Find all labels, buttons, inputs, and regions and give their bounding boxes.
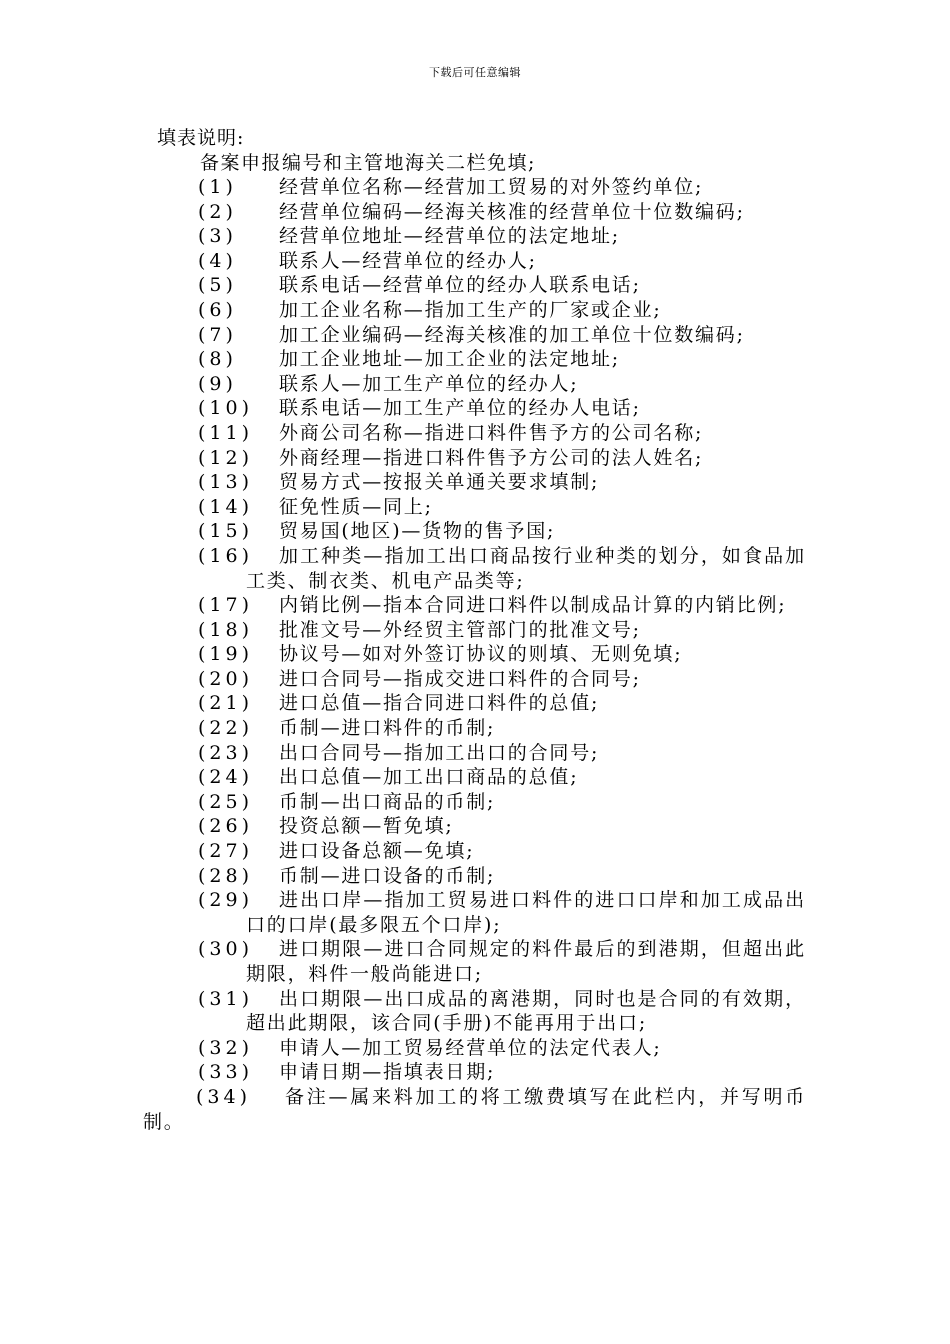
- item-text: 出口总值—加工出口商品的总值;: [279, 766, 579, 789]
- instruction-item: [0, 175, 950, 200]
- item-text: 协议号—如对外签订协议的则填、无则免填;: [279, 643, 683, 666]
- instruction-item: [0, 446, 950, 471]
- item-text: 进口总值—指合同进口料件的总值;: [279, 692, 600, 715]
- item-text: 联系电话—加工生产单位的经办人电话;: [279, 397, 641, 420]
- item-number: (24): [198, 766, 254, 789]
- item-text: 贸易方式—按报关单通关要求填制;: [279, 471, 600, 494]
- item-number: (19): [198, 643, 254, 666]
- item-number: (17): [198, 594, 254, 617]
- instruction-item: [0, 347, 950, 372]
- instruction-item: [0, 249, 950, 274]
- item-number: (7): [198, 323, 237, 346]
- instruction-item: [0, 741, 950, 766]
- item-text: 申请人—加工贸易经营单位的法定代表人;: [279, 1036, 662, 1059]
- instruction-list: [0, 175, 950, 1134]
- instruction-item: [0, 396, 950, 421]
- item-number: (30): [198, 938, 254, 961]
- item-number: (11): [198, 421, 254, 444]
- item-text: 进口合同号—指成交进口料件的合同号;: [279, 667, 641, 690]
- item-text: 进口设备总额—免填;: [279, 840, 475, 863]
- instruction-item: [0, 1036, 950, 1061]
- instruction-item: [0, 470, 950, 495]
- item-number: (22): [198, 717, 254, 740]
- item-text: 币制—进口设备的币制;: [279, 864, 496, 887]
- instruction-item: [0, 544, 950, 593]
- item-number: (10): [198, 397, 254, 420]
- item-text: 经营单位编码—经海关核准的经营单位十位数编码;: [279, 200, 745, 223]
- item-text: 加工企业编码—经海关核准的加工单位十位数编码;: [279, 323, 745, 346]
- instruction-item: [0, 691, 950, 716]
- instruction-item: [0, 372, 950, 397]
- instruction-item: [0, 937, 950, 986]
- item-text: 加工企业地址—加工企业的法定地址;: [279, 348, 621, 371]
- item-text: 投资总额—暂免填;: [279, 815, 454, 838]
- item-text: 内销比例—指本合同进口料件以制成品计算的内销比例;: [279, 594, 787, 617]
- item-text: 联系人—加工生产单位的经办人;: [279, 372, 579, 395]
- instruction-item: [0, 273, 950, 298]
- item-number: (12): [198, 446, 254, 469]
- instruction-item: [0, 323, 950, 348]
- item-number: (25): [198, 790, 254, 813]
- instruction-item: [0, 642, 950, 667]
- instruction-item: [0, 519, 950, 544]
- item-text: 备注—属来料加工的将工缴费填写在此栏内，并写明币制。: [143, 1085, 806, 1133]
- instruction-item: [0, 716, 950, 741]
- instruction-item: [0, 421, 950, 446]
- item-text: 经营单位名称—经营加工贸易的对外签约单位;: [279, 176, 704, 198]
- item-text: 联系电话—经营单位的经办人联系电话;: [279, 274, 641, 297]
- item-text: 进口期限—进口合同规定的料件最后的到港期，但超出此期限，料件一般尚能进口;: [246, 938, 806, 985]
- item-number: (21): [198, 692, 254, 715]
- item-text: 出口合同号—指加工出口的合同号;: [279, 741, 600, 764]
- instruction-item: [0, 864, 950, 889]
- item-text: 经营单位地址—经营单位的法定地址;: [279, 225, 621, 248]
- intro-line: 备案申报编号和主管地海关二栏免填;: [200, 152, 536, 174]
- item-text: 申请日期—指填表日期;: [279, 1061, 496, 1084]
- instruction-item: [0, 1060, 950, 1085]
- item-number: (33): [198, 1061, 254, 1084]
- item-number: (1): [198, 176, 237, 198]
- item-number: (9): [198, 372, 237, 395]
- item-number: (13): [198, 471, 254, 494]
- item-text: 币制—出口商品的币制;: [279, 790, 496, 813]
- item-number: (31): [198, 987, 254, 1010]
- item-text: 征免性质—同上;: [279, 495, 433, 518]
- instruction-item: [0, 667, 950, 692]
- item-number: (34): [196, 1085, 252, 1108]
- document-title: 填表说明:: [157, 127, 245, 149]
- instruction-item: [0, 1085, 950, 1134]
- item-number: (15): [198, 520, 254, 543]
- instruction-item: [0, 814, 950, 839]
- item-number: (27): [198, 840, 254, 863]
- item-number: (32): [198, 1036, 254, 1059]
- item-text: 加工企业名称—指加工生产的厂家或企业;: [279, 298, 662, 321]
- item-number: (28): [198, 864, 254, 887]
- instruction-item: [0, 987, 950, 1036]
- item-number: (29): [198, 889, 254, 912]
- instruction-item: [0, 839, 950, 864]
- item-text: 批准文号—外经贸主管部门的批准文号;: [279, 618, 641, 641]
- item-number: (2): [198, 200, 237, 223]
- item-number: (8): [198, 348, 237, 371]
- item-text: 外商公司名称—指进口料件售予方的公司名称;: [279, 421, 704, 444]
- item-number: (3): [198, 225, 237, 248]
- instruction-item: [0, 790, 950, 815]
- item-number: (5): [198, 274, 237, 297]
- item-text: 联系人—经营单位的经办人;: [279, 249, 537, 272]
- instruction-item: [0, 298, 950, 323]
- instruction-item: [0, 200, 950, 225]
- instruction-item: [0, 888, 950, 937]
- instruction-item: [0, 495, 950, 520]
- item-number: (14): [198, 495, 254, 518]
- instruction-item: [0, 618, 950, 643]
- item-text: 加工种类—指加工出口商品按行业种类的划分，如食品加工类、制衣类、机电产品类等;: [246, 544, 806, 592]
- item-number: (4): [198, 249, 237, 272]
- item-number: (26): [198, 815, 254, 838]
- item-text: 外商经理—指进口料件售予方公司的法人姓名;: [279, 446, 704, 469]
- page-header: 下载后可任意编辑: [429, 66, 521, 79]
- item-number: (20): [198, 667, 254, 690]
- item-number: (23): [198, 741, 254, 764]
- item-number: (18): [198, 618, 254, 641]
- instruction-item: [0, 593, 950, 618]
- item-text: 出口期限—出口成品的离港期，同时也是合同的有效期，超出此期限，该合同(手册)不能再用于出口;: [246, 987, 806, 1035]
- item-number: (6): [198, 298, 237, 321]
- instruction-item: [0, 765, 950, 790]
- item-text: 贸易国(地区)—货物的售予国;: [279, 520, 556, 543]
- item-text: 进出口岸—指加工贸易进口料件的进口口岸和加工成品出口的口岸(最多限五个口岸);: [246, 889, 806, 936]
- item-number: (16): [198, 544, 254, 567]
- item-text: 币制—进口料件的币制;: [279, 717, 496, 740]
- instruction-item: [0, 224, 950, 249]
